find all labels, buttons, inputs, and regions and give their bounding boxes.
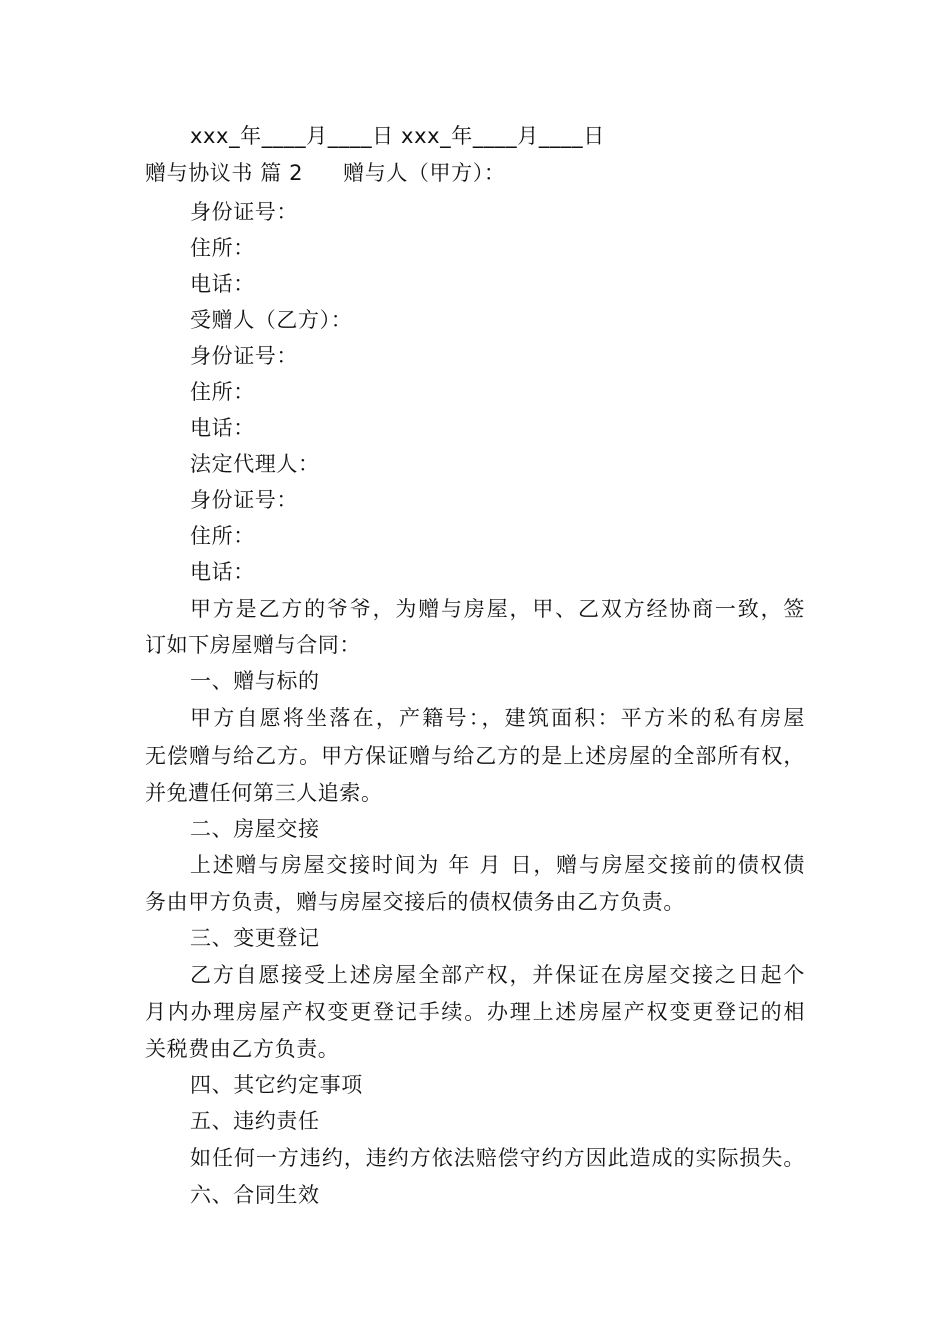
- agent-phone-label: 电话：: [190, 560, 255, 584]
- section-2-title: 二、房屋交接: [190, 817, 320, 841]
- donor-phone-label: 电话：: [190, 272, 255, 296]
- section-1-line-1: 甲方自愿将坐落在，产籍号：，建筑面积：平方米的私有房屋: [190, 706, 805, 730]
- section-3-line-1: 乙方自愿接受上述房屋全部产权，并保证在房屋交接之日起个: [190, 963, 805, 987]
- donee-label: 受赠人（乙方）：: [190, 308, 353, 332]
- section-3-title: 三、变更登记: [190, 926, 320, 950]
- intro-line-1: 甲方是乙方的爷爷，为赠与房屋，甲、乙双方经协商一致，签: [190, 597, 805, 621]
- section-2-line-2: 务由甲方负责，赠与房屋交接后的债权债务由乙方负责。: [145, 890, 685, 914]
- document-heading: 赠与协议书 篇 2: [145, 161, 304, 185]
- intro-line-2: 订如下房屋赠与合同：: [145, 633, 361, 657]
- section-2-line-1: 上述赠与房屋交接时间为 年 月 日，赠与房屋交接前的债权债: [190, 853, 805, 877]
- section-3-line-3: 关税费由乙方负责。: [145, 1037, 340, 1061]
- section-6-title: 六、合同生效: [190, 1183, 320, 1207]
- section-1-title: 一、赠与标的: [190, 669, 320, 693]
- section-1-line-3: 并免遭任何第三人追索。: [145, 781, 383, 805]
- section-1-line-2: 无偿赠与给乙方。甲方保证赠与给乙方的是上述房屋的全部所有权，: [145, 744, 805, 768]
- donee-address-label: 住所：: [190, 380, 255, 404]
- donee-phone-label: 电话：: [190, 416, 255, 440]
- section-3-line-2: 月内办理房屋产权变更登记手续。办理上述房屋产权变更登记的相: [145, 1000, 805, 1024]
- donor-label: 赠与人（甲方）：: [343, 161, 506, 185]
- legal-agent-label: 法定代理人：: [190, 452, 320, 476]
- agent-id-label: 身份证号：: [190, 488, 298, 512]
- date-line: xxx_年____月____日 xxx_年____月____日: [190, 124, 605, 148]
- donor-address-label: 住所：: [190, 236, 255, 260]
- donor-id-label: 身份证号：: [190, 200, 298, 224]
- section-5-title: 五、违约责任: [190, 1109, 320, 1133]
- heading-row: [145, 159, 505, 187]
- section-4-title: 四、其它约定事项: [190, 1073, 363, 1097]
- section-5-line-1: 如任何一方违约，违约方依法赔偿守约方因此造成的实际损失。: [190, 1146, 805, 1170]
- donee-id-label: 身份证号：: [190, 344, 298, 368]
- agent-address-label: 住所：: [190, 524, 255, 548]
